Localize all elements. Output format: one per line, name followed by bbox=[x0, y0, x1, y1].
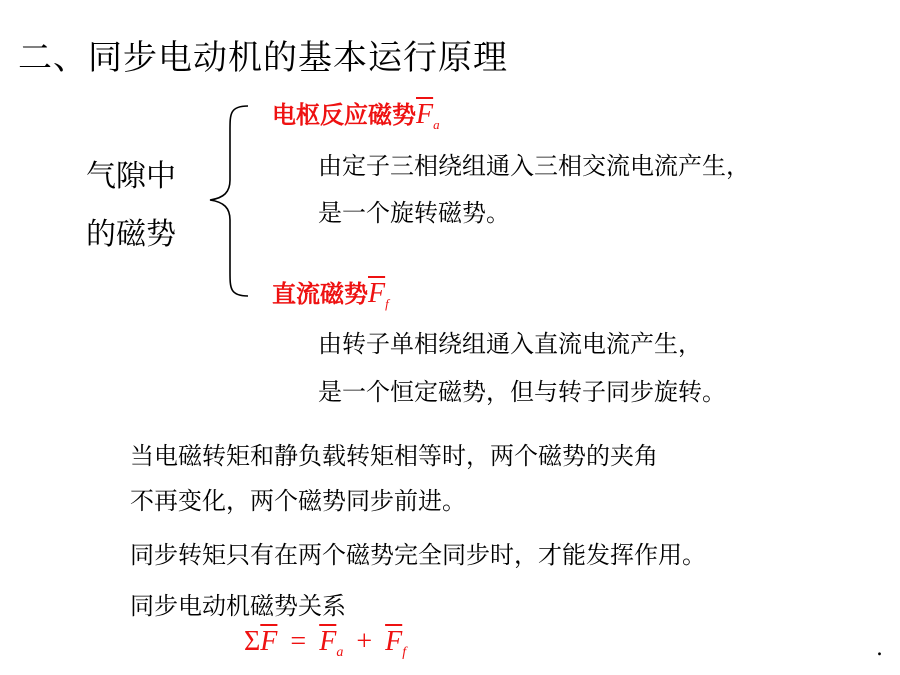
armature-heading bbox=[272, 95, 440, 133]
dc-heading-text: 直流磁势 bbox=[272, 279, 368, 308]
armature-desc-line1: 由定子三相绕组通入三相交流电流产生， bbox=[318, 152, 750, 180]
dc-heading bbox=[272, 274, 389, 312]
dc-desc-line1: 由转子单相绕组通入直流电流产生， bbox=[318, 330, 702, 358]
dc-symbol-f: $\overline{F}$ bbox=[368, 278, 386, 309]
dc-symbol bbox=[368, 278, 389, 309]
formula-sigma: Σ bbox=[244, 626, 261, 657]
footer-dot: . bbox=[876, 636, 883, 661]
paragraph-2: 同步转矩只有在两个磁势完全同步时，才能发挥作用。 bbox=[130, 541, 706, 569]
page-title: 二、同步电动机的基本运行原理 bbox=[18, 38, 508, 78]
side-label-line2: 的磁势 bbox=[86, 217, 176, 252]
dc-symbol-sub: f bbox=[385, 296, 389, 311]
formula-f-a: $\overline{F}$ bbox=[319, 626, 337, 657]
dc-desc-line2: 是一个恒定磁势，但与转子同步旋转。 bbox=[318, 378, 726, 406]
armature-desc-line2: 是一个旋转磁势。 bbox=[318, 199, 510, 227]
formula-plus: + bbox=[356, 626, 373, 657]
paragraph-1-line2: 不再变化，两个磁势同步前进。 bbox=[130, 487, 466, 515]
formula-f-total: $\overline{F}$ bbox=[260, 626, 278, 657]
formula-sub-f: f bbox=[402, 645, 407, 660]
armature-symbol-sub: a bbox=[433, 117, 440, 132]
armature-symbol bbox=[416, 99, 440, 130]
paragraph-3: 同步电动机磁势关系 bbox=[130, 592, 346, 620]
formula-equals: = bbox=[290, 626, 307, 657]
side-label-line1: 气隙中 bbox=[86, 159, 176, 194]
formula-sub-a: a bbox=[336, 645, 344, 660]
paragraph-1-line1: 当电磁转矩和静负载转矩相等时，两个磁势的夹角 bbox=[130, 442, 658, 470]
armature-symbol-f: $\overline{F}$ bbox=[416, 99, 434, 130]
formula bbox=[244, 626, 406, 661]
armature-heading-text: 电枢反应磁势 bbox=[272, 100, 416, 129]
curly-brace bbox=[200, 100, 260, 305]
formula-f-f: $\overline{F}$ bbox=[385, 626, 403, 657]
